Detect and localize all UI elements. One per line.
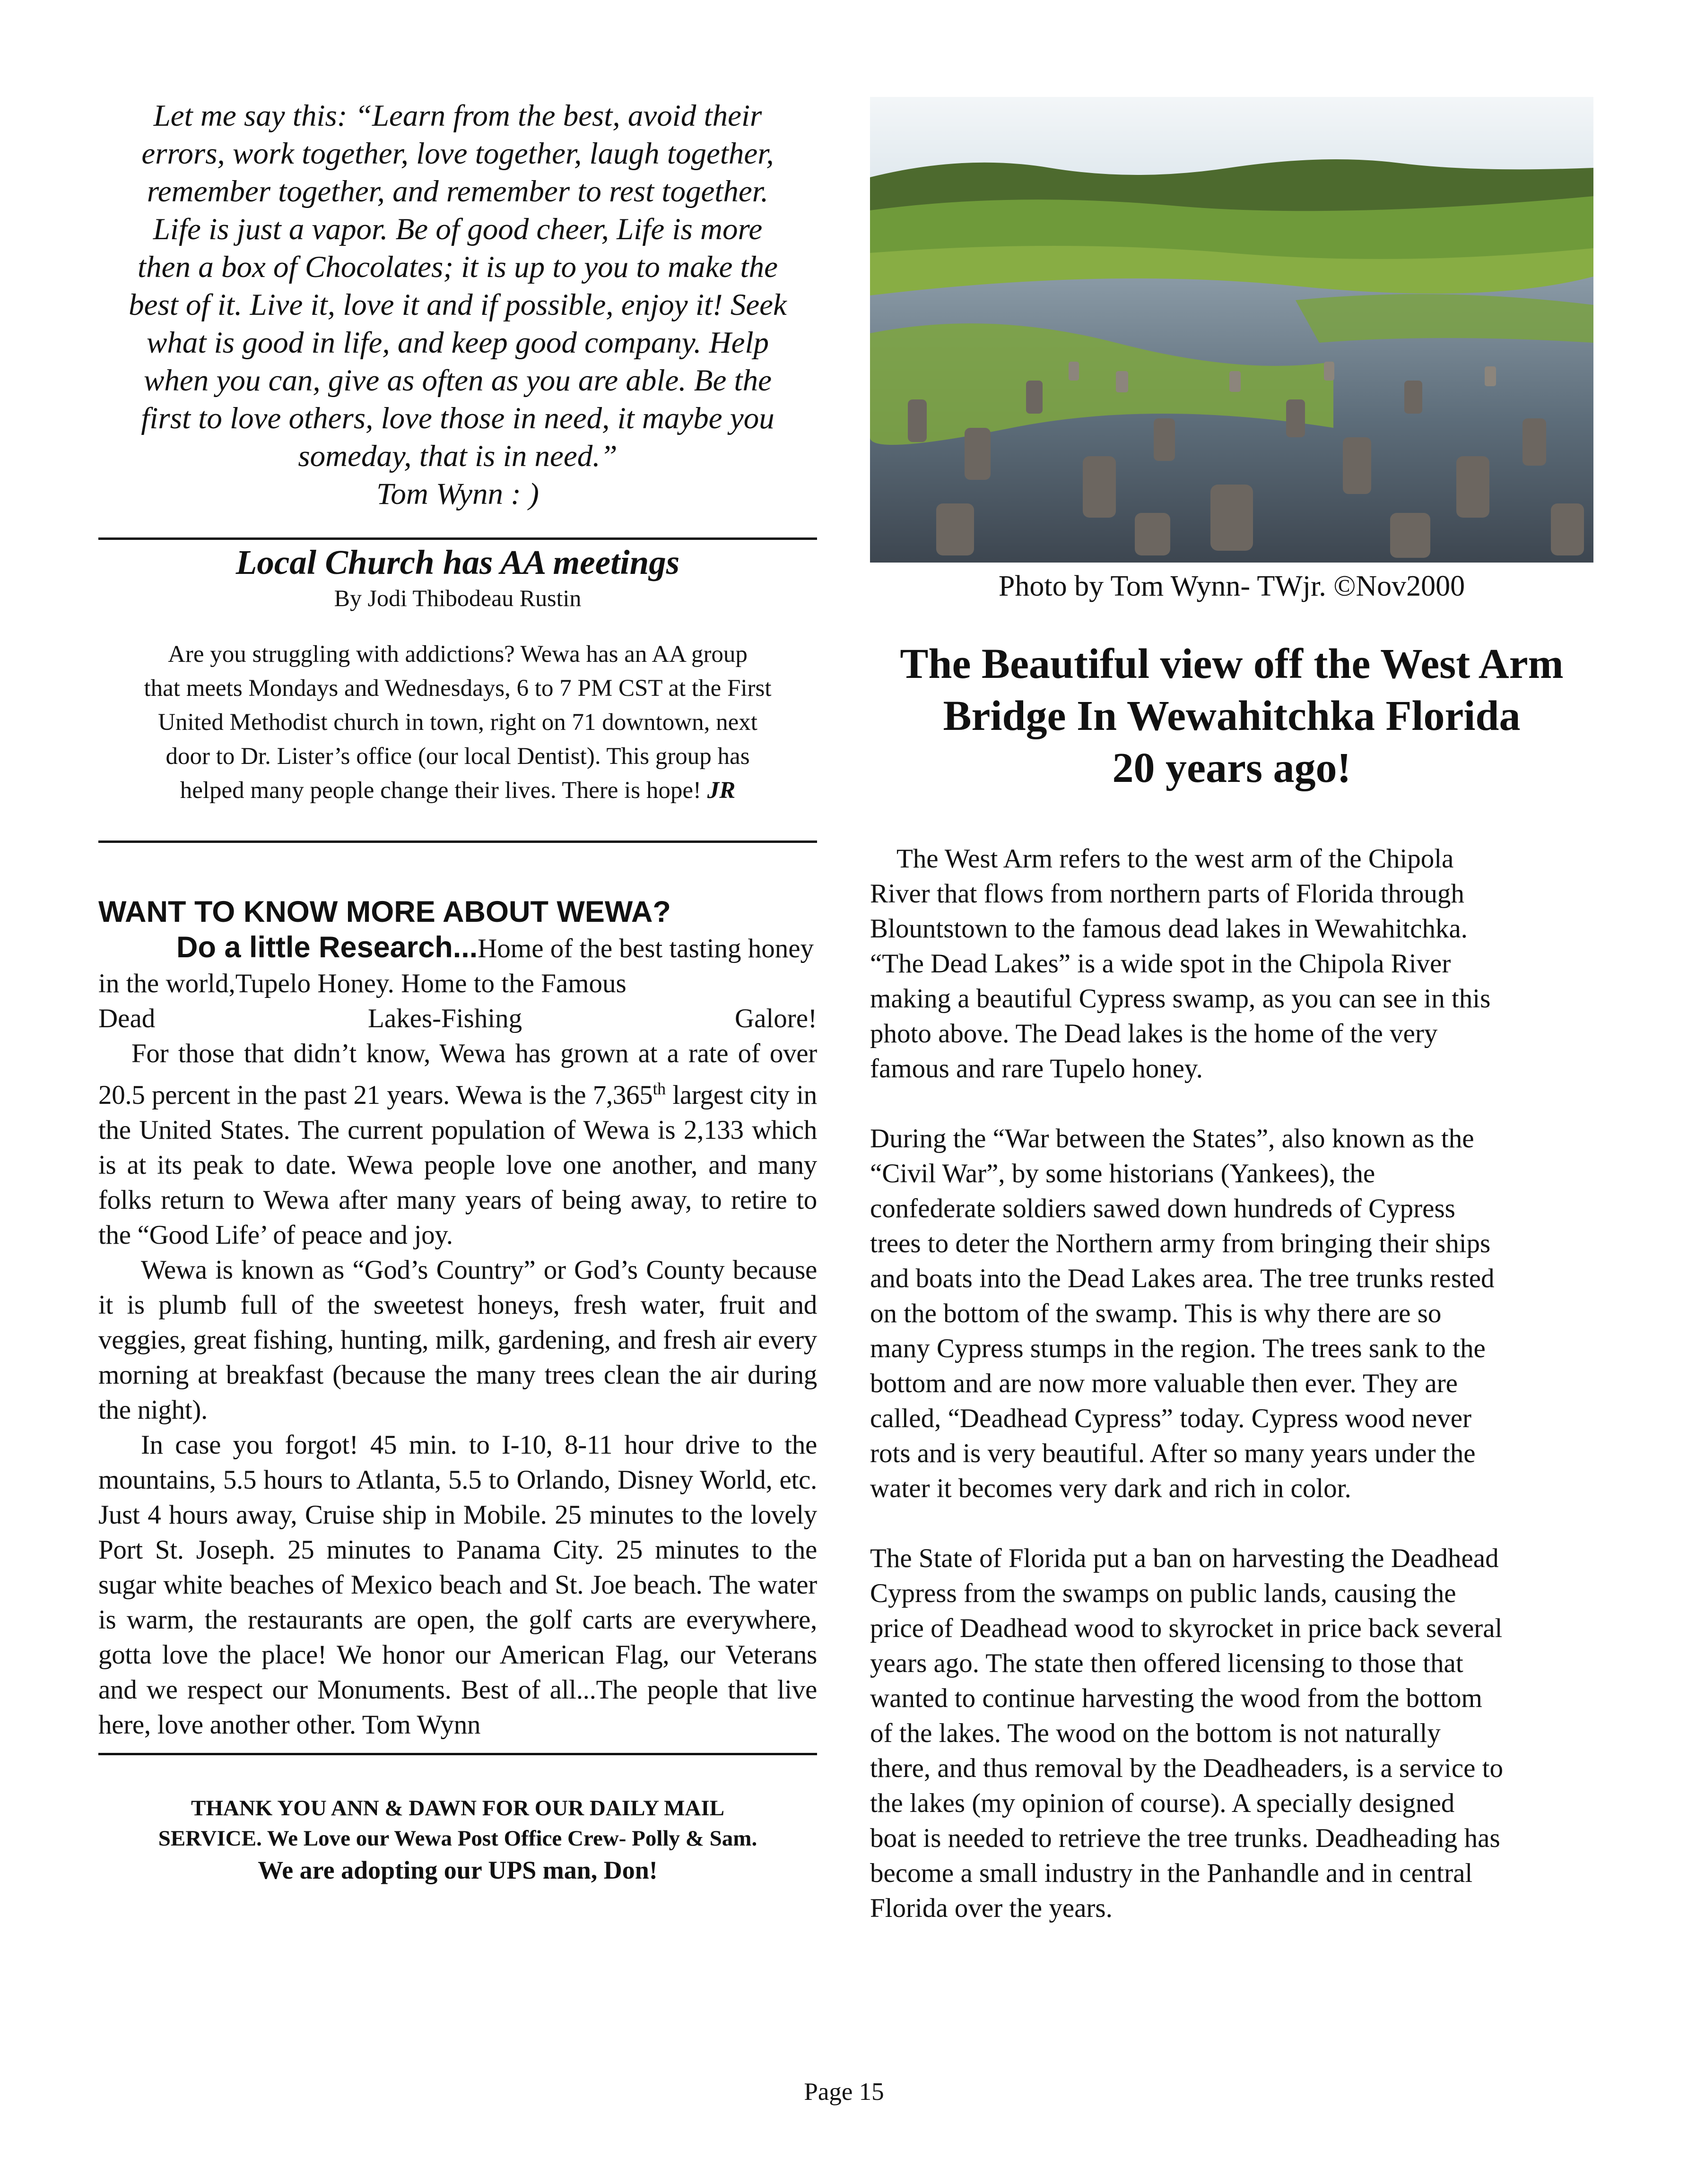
quote-line: errors, work together, love together, laugh together, xyxy=(141,137,774,171)
article-line: River that flows from northern parts of Florida through xyxy=(870,879,1464,909)
article-line: become a small industry in the Panhandle and in central xyxy=(870,1858,1473,1888)
quote-line: what is good in life, and keep good company. Help xyxy=(146,326,769,360)
article-line: During the “War between the States”, also known as the xyxy=(870,1124,1474,1153)
right-column xyxy=(870,97,1593,1926)
church-article xyxy=(98,542,817,807)
dead-lakes-line xyxy=(98,1001,817,1036)
thanks-line: THANK YOU ANN & DAWN FOR OUR DAILY MAIL xyxy=(191,1796,725,1820)
quote-line: then a box of Chocolates; it is up to you to make the xyxy=(138,250,778,284)
quote-line: Life is just a vapor. Be of good cheer, Life is more xyxy=(153,212,763,246)
article-line: The West Arm refers to the west arm of the Chipola xyxy=(870,844,1454,874)
article-title-line: The Beautiful view off the West Arm xyxy=(900,641,1564,687)
church-line: door to Dr. Lister’s office (our local Dentist). This group has xyxy=(165,743,750,770)
quote-line: Let me say this: “Learn from the best, avoid their xyxy=(153,99,762,133)
article-line: the lakes (my opinion of course). A specially designed xyxy=(870,1788,1455,1818)
article-line: rots and is very beautiful. After so many years under the xyxy=(870,1439,1476,1468)
article-paragraph-2 xyxy=(870,1121,1593,1506)
church-byline: By Jodi Thibodeau Rustin xyxy=(334,585,582,611)
article-line: “The Dead Lakes” is a wide spot in the Chipola River xyxy=(870,949,1451,979)
quote-line: when you can, give as often as you are able. Be the xyxy=(144,364,772,398)
swamp-photo xyxy=(870,97,1593,563)
wewa-paragraph-growth xyxy=(98,1036,817,1253)
wewa-paragraph-country: Wewa is known as “God’s Country” or God’s County because it is plumb full of the sweetest honeys, fresh water, fruit and veggies, great fishing, hunting, milk, gardening, and fresh air every morning at breakfast (because the many trees clean the air during the night). xyxy=(98,1255,817,1425)
article-line: many Cypress stumps in the region. The trees sank to the xyxy=(870,1334,1486,1363)
church-line: United Methodist church in town, right on 71 downtown, next xyxy=(158,709,757,736)
article-line: wanted to continue harvesting the wood from the bottom xyxy=(870,1683,1482,1713)
thanks-line: SERVICE. We Love our Wewa Post Office Crew- Polly & Sam. xyxy=(158,1826,757,1851)
west-arm-article xyxy=(870,638,1593,1926)
wewa-subheading: Do a little Research... xyxy=(176,931,478,964)
wewa-intro-text: Home of the best tasting honey in the world,Tupelo Honey. Home to the Famous xyxy=(98,934,814,998)
wewa-paragraph-distances: In case you forgot! 45 min. to I-10, 8-11 hour drive to the mountains, 5.5 hours to Atlanta, 5.5 to Orlando, Disney World, etc. Just 4 hours away, Cruise ship in Mobile. 25 minutes to the lovely Port St. Joseph. 25 minutes to Panama City. 25 minutes to the sugar white beaches of Mexico beach and St. Joe beach. The water is warm, the restaurants are open, the golf carts are everywhere, gotta love the place! We honor our American Flag, our Veterans and we respect our Monuments. Best of all...The people that live here, love another other. Tom Wynn xyxy=(98,1430,817,1740)
church-line: Are you struggling with addictions? Wewa has an AA group xyxy=(168,641,748,667)
article-line: Florida over the years. xyxy=(870,1893,1113,1923)
article-line: famous and rare Tupelo honey. xyxy=(870,1054,1203,1083)
article-line: called, “Deadhead Cypress” today. Cypress wood never xyxy=(870,1404,1472,1433)
article-line: water it becomes very dark and rich in color. xyxy=(870,1473,1351,1503)
article-line: making a beautiful Cypress swamp, as you can see in this xyxy=(870,984,1491,1014)
quote-signature: Tom Wynn : ) xyxy=(376,477,539,511)
article-title-line: 20 years ago! xyxy=(1112,745,1351,791)
thank-you-note xyxy=(98,1793,817,1887)
article-title-line: Bridge In Wewahitchka Florida xyxy=(943,693,1521,739)
article-line: there, and thus removal by the Deadheaders, is a service to xyxy=(870,1753,1503,1783)
left-column xyxy=(98,97,817,1887)
quote-line: first to love others, love those in need, it maybe you xyxy=(141,401,774,435)
quote-line: best of it. Live it, love it and if possible, enjoy it! Seek xyxy=(129,288,787,322)
thanks-line: We are adopting our UPS man, Don! xyxy=(258,1856,658,1884)
article-line: on the bottom of the swamp. This is why there are so xyxy=(870,1299,1442,1328)
article-paragraph-1 xyxy=(870,841,1593,1086)
article-line: confederate soldiers sawed down hundreds of Cypress xyxy=(870,1194,1455,1223)
church-initials: JR xyxy=(707,777,736,804)
quote-line: remember together, and remember to rest together. xyxy=(147,174,769,208)
divider xyxy=(98,537,817,540)
galore-word: Galore! xyxy=(734,1004,817,1033)
divider xyxy=(98,1753,817,1755)
article-line: Blountstown to the famous dead lakes in Wewahitchka. xyxy=(870,914,1468,944)
divider xyxy=(98,841,817,843)
wewa-intro xyxy=(98,930,817,1001)
article-line: The State of Florida put a ban on harvesting the Deadhead xyxy=(870,1543,1499,1573)
page-number: Page 15 xyxy=(804,2078,884,2106)
growth-text: For those that didn’t know, Wewa has grown at a rate of over 20.5 percent in the past 21 years. Wewa is the xyxy=(98,1039,817,1110)
article-line: bottom and are now more valuable then ever. They are xyxy=(870,1369,1458,1398)
article-line: and boats into the Dead Lakes area. The tree trunks rested xyxy=(870,1264,1495,1293)
city-rank: 7,365 xyxy=(592,1080,653,1110)
article-line: of the lakes. The wood on the bottom is not naturally xyxy=(870,1718,1441,1748)
article-line: trees to deter the Northern army from bringing their ships xyxy=(870,1229,1491,1258)
wewa-heading: WANT TO KNOW MORE ABOUT WEWA? xyxy=(98,895,671,928)
quote-line: someday, that is in need.” xyxy=(298,439,618,473)
church-title: Local Church has AA meetings xyxy=(235,543,680,581)
lakes-fishing-word: Lakes-Fishing xyxy=(368,1004,522,1033)
article-line: photo above. The Dead lakes is the home of the very xyxy=(870,1019,1438,1049)
photo-caption: Photo by Tom Wynn- TWjr. ©Nov2000 xyxy=(998,570,1465,602)
cypress-swamp-image xyxy=(870,97,1593,563)
article-paragraph-3 xyxy=(870,1541,1593,1926)
rank-suffix: th xyxy=(653,1079,666,1098)
quote-block xyxy=(98,97,817,513)
growth-rest: largest city in the United States. The current population of Wewa is 2,133 which is at its peak to date. Wewa people love one another, and many folks return to Wewa after many years of being away, to retire to the “Good Life’ of peace and joy. xyxy=(98,1080,818,1250)
article-line: “Civil War”, by some historians (Yankees), the xyxy=(870,1159,1375,1188)
article-line: years ago. The state then offered licensing to those that xyxy=(870,1648,1463,1678)
church-line xyxy=(98,773,817,807)
article-line: boat is needed to retrieve the tree trunks. Deadheading has xyxy=(870,1823,1500,1853)
article-line: price of Deadhead wood to skyrocket in price back several xyxy=(870,1613,1503,1643)
article-line: Cypress from the swamps on public lands, causing the xyxy=(870,1578,1456,1608)
wewa-article xyxy=(98,894,817,1742)
church-line: that meets Mondays and Wednesdays, 6 to 7 PM CST at the First xyxy=(144,675,772,702)
church-line-text: helped many people change their lives. There is hope! xyxy=(180,777,707,804)
dead-word: Dead xyxy=(98,1004,156,1033)
